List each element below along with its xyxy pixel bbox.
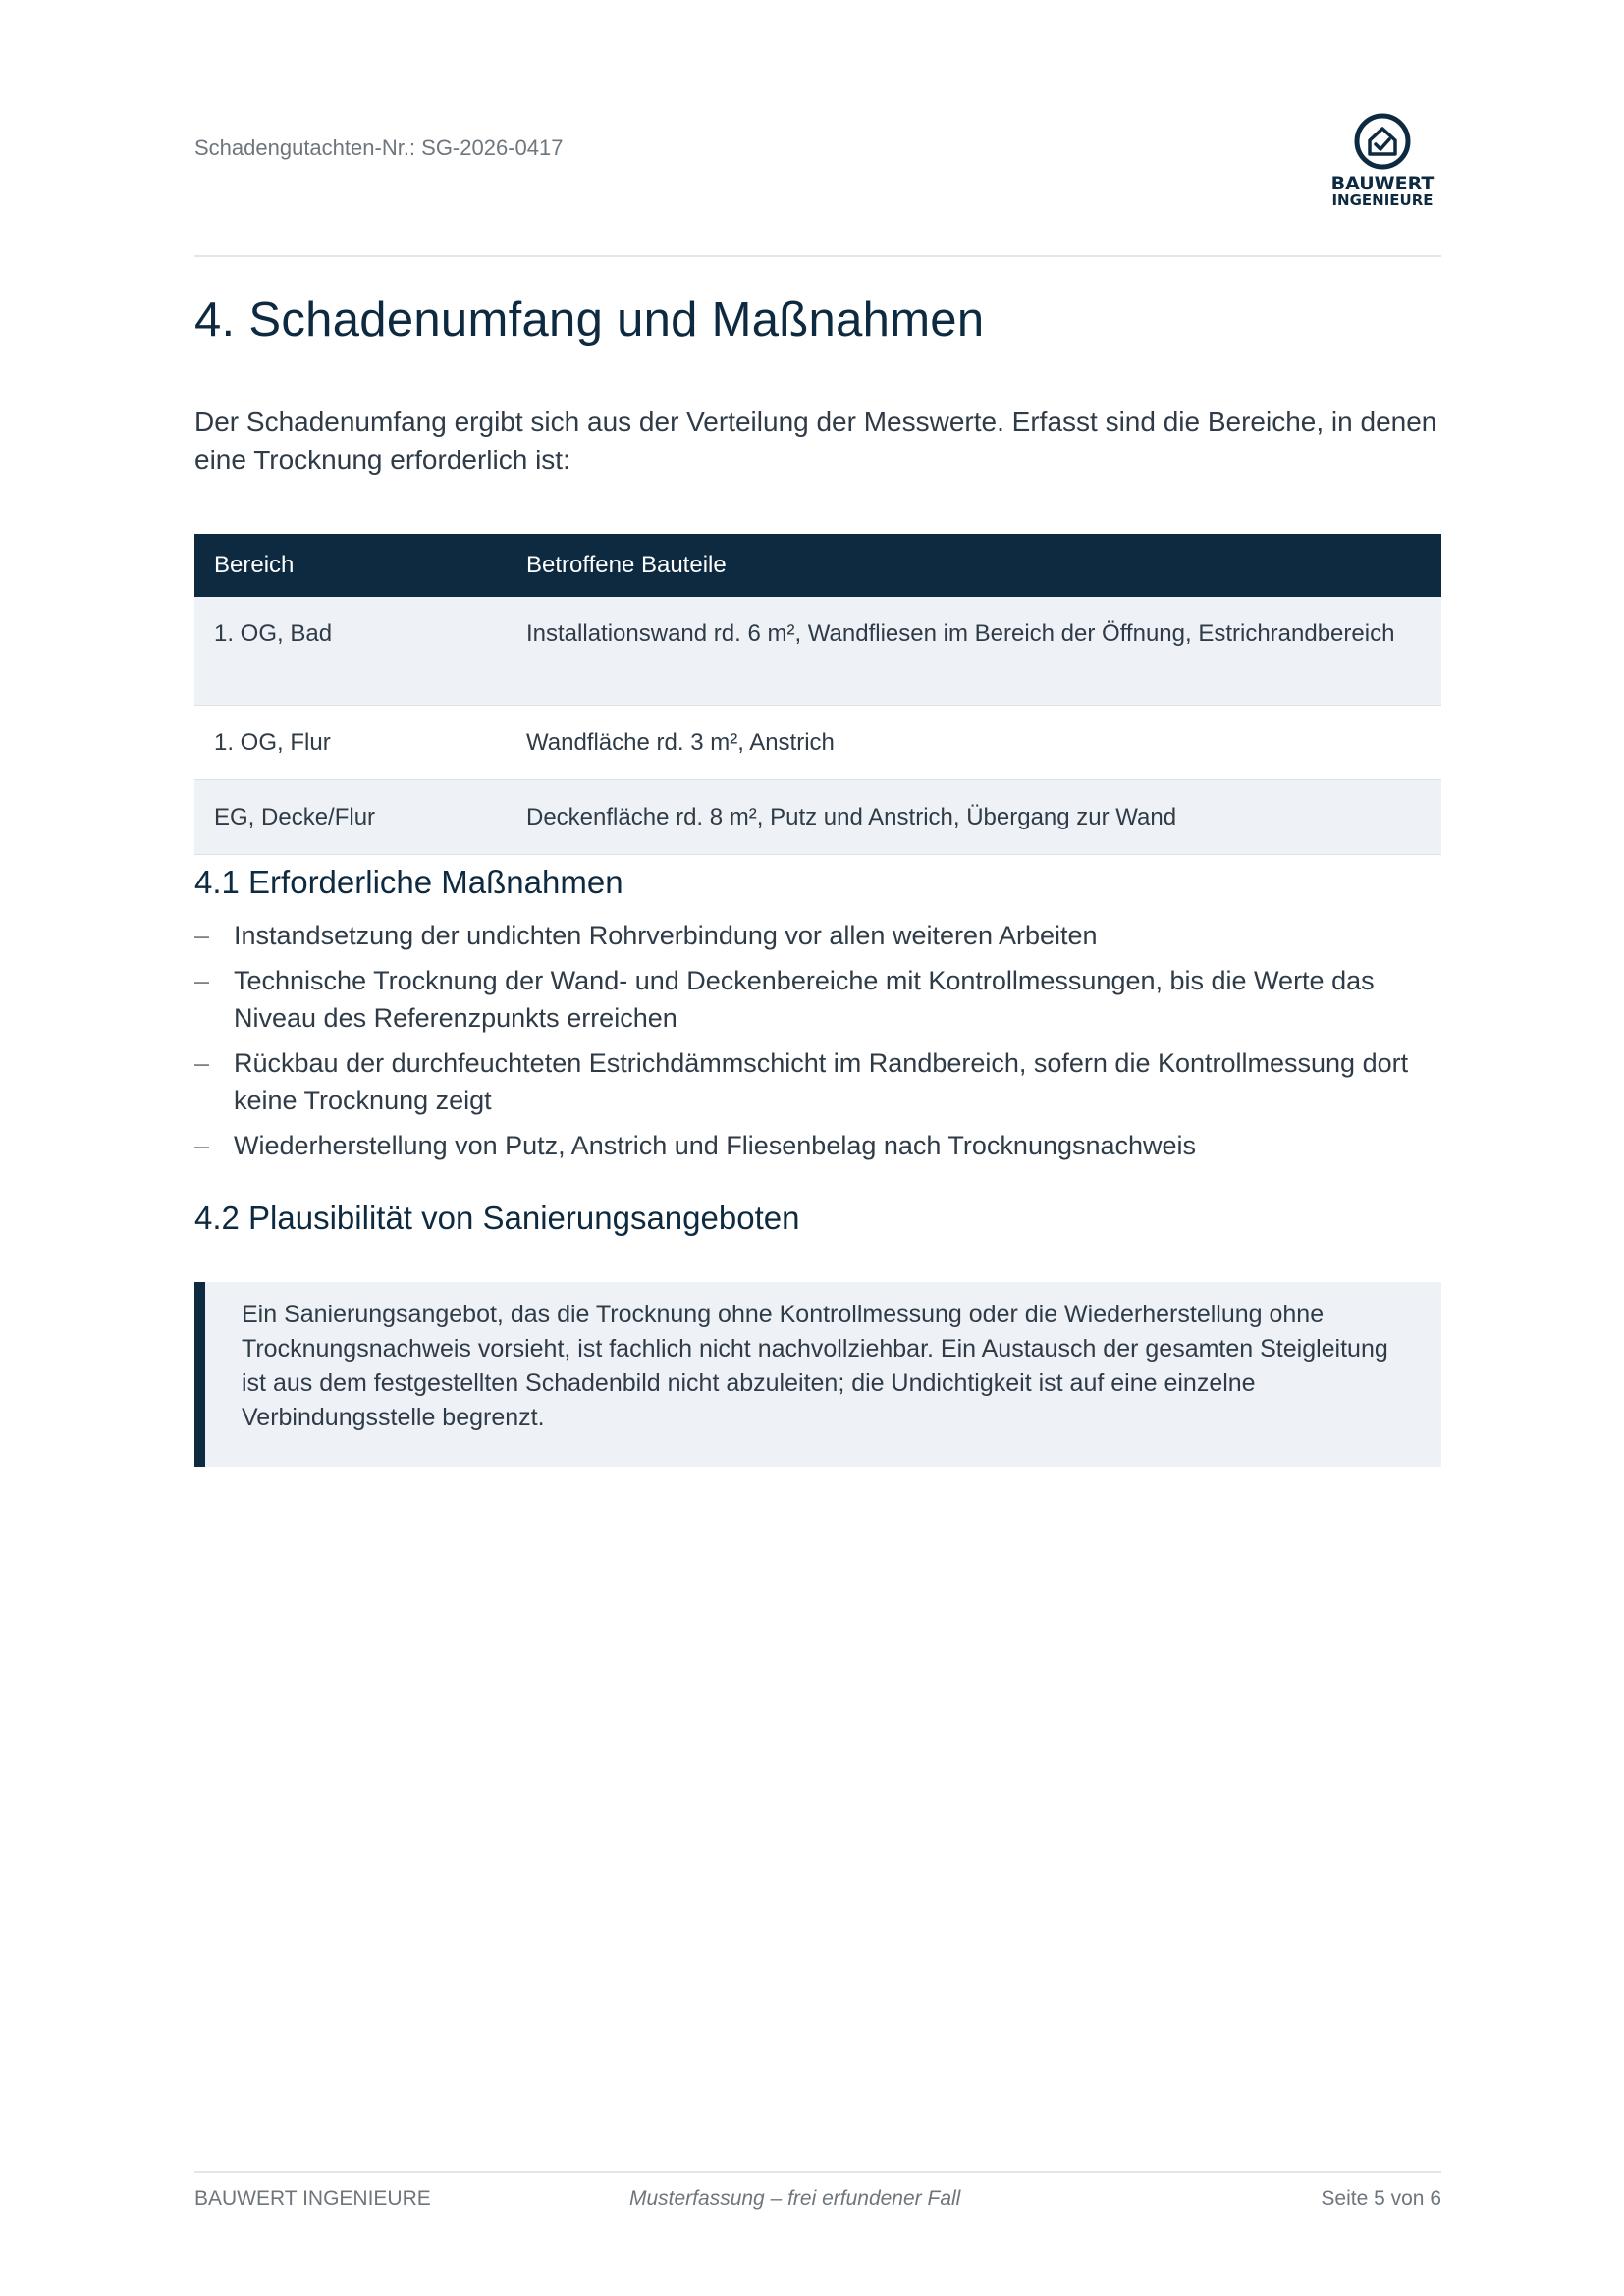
table-row — [194, 706, 1441, 780]
page-footer — [194, 2187, 1441, 2216]
logo-text-primary: BAUWERT — [1330, 173, 1435, 194]
dash-bullet: – — [194, 921, 210, 950]
footer-divider — [194, 2171, 1441, 2173]
list-item-text: Rückbau der durchfeuchteten Estrichdämmschicht im Randbereich, sofern die Kontrollmessung dort keine Trocknung zeigt — [234, 1048, 1409, 1115]
cell-area: EG, Decke/Flur — [194, 780, 507, 855]
cell-parts: Wandfläche rd. 3 m², Anstrich — [507, 706, 1441, 780]
measures-list — [194, 917, 1441, 1172]
footer-company: BAUWERT INGENIEURE — [194, 2187, 431, 2210]
table-row — [194, 597, 1441, 706]
logo-text-secondary: INGENIEURE — [1331, 191, 1434, 209]
dash-bullet: – — [194, 966, 210, 995]
page-number: Seite 5 von 6 — [1321, 2187, 1441, 2210]
table-row — [194, 780, 1441, 855]
dash-bullet: – — [194, 1048, 210, 1078]
cell-parts: Installationswand rd. 6 m², Wandfliesen im Bereich der Öffnung, Estrichrandbereich — [507, 597, 1441, 706]
list-item-text: Instandsetzung der undichten Rohrverbindung vor allen weiteren Arbeiten — [234, 921, 1098, 950]
cell-parts: Deckenfläche rd. 8 m², Putz und Anstrich, Übergang zur Wand — [507, 780, 1441, 855]
cell-area: 1. OG, Bad — [194, 597, 507, 706]
list-item — [194, 1044, 1441, 1119]
list-item — [194, 917, 1441, 954]
company-logo — [1324, 112, 1441, 208]
house-check-icon — [1353, 112, 1412, 171]
column-header-area: Bereich — [194, 534, 507, 597]
subsection-title-measures: 4.1 Erforderliche Maßnahmen — [194, 864, 623, 900]
header-divider — [194, 255, 1441, 257]
list-item-text: Technische Trocknung der Wand- und Deckenbereiche mit Kontrollmessungen, bis die Werte das Niveau des Referenzpunkts erreichen — [234, 966, 1375, 1033]
page-header — [194, 126, 1441, 224]
report-number: Schadengutachten-Nr.: SG-2026-0417 — [194, 135, 564, 160]
section-title: 4. Schadenumfang und Maßnahmen — [194, 294, 985, 347]
list-item — [194, 1127, 1441, 1164]
column-header-parts: Betroffene Bauteile — [507, 534, 1441, 597]
note-text: Ein Sanierungsangebot, das die Trocknung ohne Kontrollmessung oder die Wiederherstellung ohne Trocknungsnachweis vorsieht, ist fachlich nicht nachvollziehbar. Ein Austausch der gesamten Steigleitung ist aus dem festgestellten Schadenbild nicht abzuleiten; die Undichtigkeit ist auf eine einzelne Verbindungsstelle begrenzt. — [242, 1301, 1388, 1431]
dash-bullet: – — [194, 1131, 210, 1160]
section-intro: Der Schadenumfang ergibt sich aus der Verteilung der Messwerte. Erfasst sind die Bereiche, in denen eine Trocknung erforderlich ist: — [194, 406, 1437, 475]
subsection-title-plausibility: 4.2 Plausibilität von Sanierungsangeboten — [194, 1200, 800, 1236]
damage-scope-table — [194, 534, 1441, 855]
document-page — [194, 0, 1441, 2296]
table-header-row — [194, 534, 1441, 597]
list-item-text: Wiederherstellung von Putz, Anstrich und Fliesenbelag nach Trocknungsnachweis — [234, 1131, 1197, 1160]
cell-area: 1. OG, Flur — [194, 706, 507, 780]
note-box — [194, 1282, 1441, 1467]
footer-disclaimer: Musterfassung – frei erfundener Fall — [629, 2187, 961, 2210]
list-item — [194, 962, 1441, 1037]
